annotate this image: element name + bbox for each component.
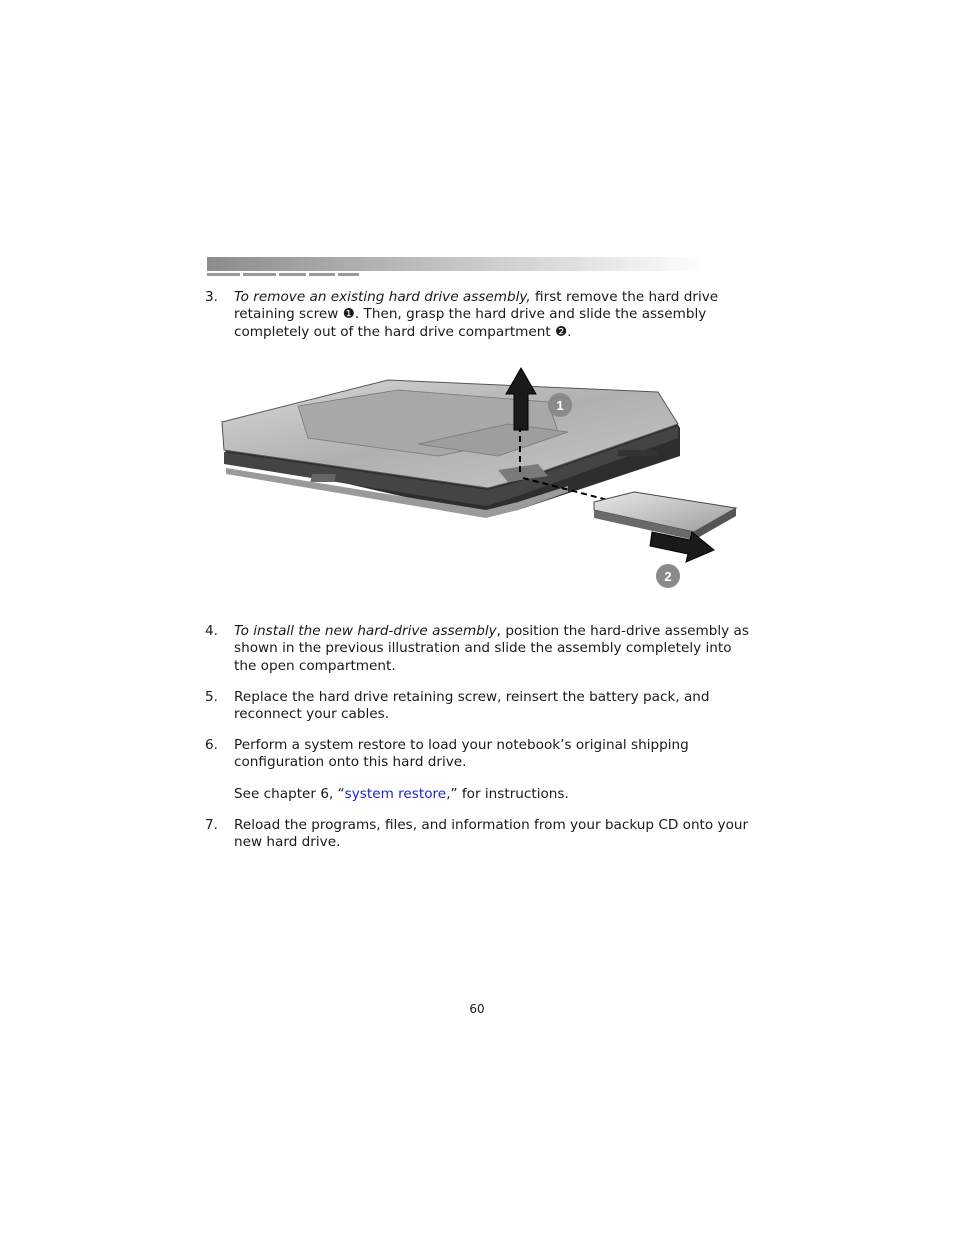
- step-italic-lead: To install the new hard-drive assembly: [234, 623, 497, 639]
- step-text: Reload the programs, files, and information from your backup CD onto your new hard drive.: [234, 817, 749, 851]
- step-italic-lead: To remove an existing hard drive assembly,: [234, 289, 531, 305]
- step-number: 6.: [205, 737, 218, 753]
- callout-2: [656, 564, 680, 588]
- hard-drive: [594, 492, 736, 540]
- header-gradient-bar: [207, 257, 707, 271]
- callout-2-glyph: ❷: [555, 323, 568, 340]
- step-3: [205, 289, 753, 341]
- step-4: [205, 623, 753, 675]
- step-number: 4.: [205, 623, 218, 639]
- callout-1: [548, 393, 572, 417]
- step-text: Replace the hard drive retaining screw, reinsert the battery pack, and reconnect your cables.: [234, 689, 710, 723]
- step-text: To remove an existing hard drive assembly, first remove the hard drive retaining screw ❶. Then, grasp the hard drive and slide the assembly completely out of the hard drive compartment ❷.: [234, 289, 719, 340]
- callout-1-label: 1: [556, 398, 564, 413]
- step-note: See chapter 6, “system restore,” for instructions.: [234, 785, 569, 802]
- step-text: Perform a system restore to load your notebook’s original shipping configuration onto this hard drive.: [234, 737, 689, 771]
- step-number: 7.: [205, 817, 218, 833]
- step-number: 5.: [205, 689, 218, 705]
- step-5: [205, 689, 753, 724]
- step-6: [205, 737, 753, 803]
- step-text: To install the new hard-drive assembly, position the hard-drive assembly as shown in the previous illustration and slide the assembly completely into the open compartment.: [234, 623, 749, 674]
- system-restore-link[interactable]: system restore: [344, 785, 447, 802]
- callout-2-label: 2: [664, 569, 672, 584]
- step-number: 3.: [205, 289, 218, 305]
- header-tick-marks: [207, 273, 367, 276]
- step-7: [205, 817, 753, 852]
- hard-drive-removal-illustration: [218, 360, 738, 600]
- page-number: 60: [469, 1002, 485, 1016]
- callout-1-glyph: ❶: [342, 306, 355, 323]
